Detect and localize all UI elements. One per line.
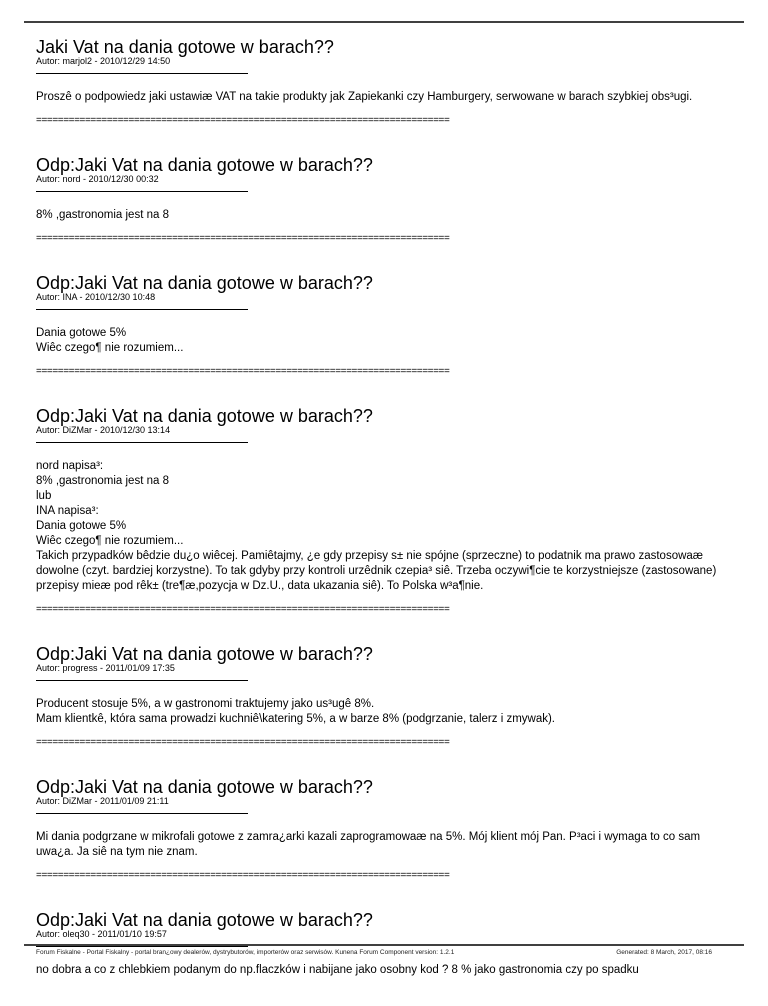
post-separator: ============================================================================ <box>36 737 450 748</box>
post-body: no dobra a co z chlebkiem podanym do np.flaczków i nabijane jako osobny kod ? 8 % jako gastronomia czy po spadku <box>36 964 639 976</box>
title-underline <box>36 813 248 814</box>
post-title: Odp:Jaki Vat na dania gotowe w barach?? <box>36 777 373 797</box>
post-separator: ============================================================================ <box>36 604 450 615</box>
footer-site-info: Forum Fiskalne - Portal Fiskalny - portal bran¿owy dealerów, dystrybutorów, importerów oraz serwisów. Kunena Forum Component version: 1.2.1 <box>36 949 455 956</box>
title-underline <box>36 73 248 74</box>
title-underline <box>36 680 248 681</box>
post <box>36 37 738 127</box>
post-title: Jaki Vat na dania gotowe w barach?? <box>36 37 334 57</box>
post-separator: ============================================================================ <box>36 115 450 126</box>
post-body: 8% ,gastronomia jest na 8 <box>36 209 169 221</box>
post <box>36 273 738 378</box>
post-title: Odp:Jaki Vat na dania gotowe w barach?? <box>36 273 373 293</box>
post-author-date: Autor: marjol2 - 2010/12/29 14:50 <box>36 56 171 66</box>
post <box>36 777 738 882</box>
post-body: Producent stosuje 5%, a w gastronomi traktujemy jako us³ugê 8%. Mam klientkê, która sama prowadzi kuchniê\katering 5%, a w barze 8% (podgrzanie, talerz i zmywak). <box>36 698 555 725</box>
post-body: Mi dania podgrzane w mikrofali gotowe z zamra¿arki kazali zaprogramowaæ na 5%. Mój klient mój Pan. P³aci i wymaga to co sam uwa¿a. Ja siê na tym nie znam. <box>36 831 701 858</box>
post-author-date: Autor: progress - 2011/01/09 17:35 <box>36 663 175 673</box>
post-author-date: Autor: INA - 2010/12/30 10:48 <box>36 292 156 302</box>
post <box>36 155 738 245</box>
post-list <box>36 37 738 1006</box>
post-title: Odp:Jaki Vat na dania gotowe w barach?? <box>36 155 373 175</box>
post-separator: ============================================================================ <box>36 366 450 377</box>
post-body: Dania gotowe 5% Wiêc czego¶ nie rozumiem... <box>36 327 184 354</box>
footer-rule <box>24 944 744 946</box>
footer-generated-date: Generated: 8 March, 2017, 08:16 <box>616 949 712 956</box>
post-body: nord napisa³: 8% ,gastronomia jest na 8 lub INA napisa³: Dania gotowe 5% Wiêc czego¶ nie rozumiem... Takich przypadków bêdzie du¿o wiêcej. Pamiêtajmy, ¿e gdy przepisy s± nie spójne (sprzeczne) to podatnik ma prawo zastosowaæ dowolne (czyt. bardziej korzystne). To tak gdyby przy kontroli urzêdnik czepia³ siê. Trzeba oczywi¶cie te korzystniejsze (zastosowane) przepisy mieæ pod rêk± (tre¶æ,pozycja w Dz.U., data ukazania siê). To Polska w³a¶nie. <box>36 460 717 592</box>
post-title: Odp:Jaki Vat na dania gotowe w barach?? <box>36 910 373 930</box>
post-body: Proszê o podpowiedz jaki ustawiæ VAT na takie produkty jak Zapiekanki czy Hamburgery, serwowane w barach szybkiej obs³ugi. <box>36 91 693 103</box>
title-underline <box>36 442 248 443</box>
post-author-date: Autor: DiZMar - 2011/01/09 21:11 <box>36 796 169 806</box>
title-underline <box>36 191 248 192</box>
post-title: Odp:Jaki Vat na dania gotowe w barach?? <box>36 406 373 426</box>
post <box>36 644 738 749</box>
post-title: Odp:Jaki Vat na dania gotowe w barach?? <box>36 644 373 664</box>
post-author-date: Autor: oleq30 - 2011/01/10 19:57 <box>36 929 167 939</box>
post-author-date: Autor: nord - 2010/12/30 00:32 <box>36 174 159 184</box>
post-separator: ============================================================================ <box>36 233 450 244</box>
title-underline <box>36 309 248 310</box>
post-separator: ============================================================================ <box>36 870 450 881</box>
post <box>36 406 738 616</box>
post-author-date: Autor: DiZMar - 2010/12/30 13:14 <box>36 425 171 435</box>
top-rule <box>24 21 744 23</box>
title-underline <box>36 946 248 947</box>
